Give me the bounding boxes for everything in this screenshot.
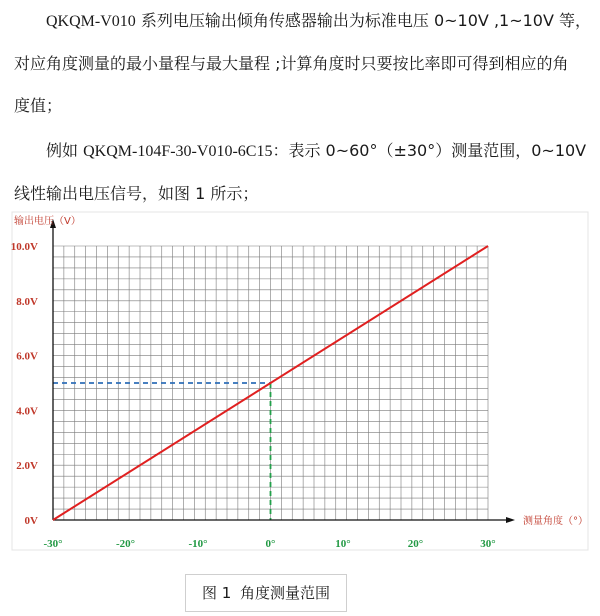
y-tick-label: 6.0V — [16, 350, 38, 363]
x-tick-label: 0° — [265, 538, 276, 550]
x-axis-arrow-icon — [506, 517, 515, 523]
x-axis-title: 测量角度（°） — [523, 516, 588, 527]
paragraph-1-line-3: 度值； — [14, 96, 63, 115]
paragraph-1-line-1 — [46, 8, 600, 31]
x-tick-label: -10° — [188, 538, 208, 550]
chart-labels — [11, 214, 588, 550]
y-axis-title: 输出电压（V） — [14, 216, 81, 227]
chart-frame — [12, 212, 588, 550]
y-tick-label: 4.0V — [16, 405, 38, 418]
y-tick-label: 8.0V — [16, 295, 38, 308]
y-tick-label: 0V — [24, 515, 38, 527]
example-model: QKQM-104F-30-V010-6C15 — [83, 143, 273, 160]
line-text: ：表示 0~60°（±30°）测量范围，0~10V — [272, 141, 587, 160]
x-tick-label: 30° — [480, 538, 496, 550]
figure-title: 角度测量范围 — [240, 584, 331, 602]
figure-number: 图 1 — [201, 584, 232, 602]
x-tick-label: -30° — [43, 538, 63, 550]
x-tick-label: 10° — [335, 538, 351, 550]
chart-grid — [12, 212, 588, 550]
paragraph-1-line-2: 对应角度测量的最小量程与最大量程 ;计算角度时只要按比率即可得到相应的角 — [14, 54, 569, 73]
y-tick-label: 2.0V — [16, 460, 38, 473]
model-name: QKQM-V010 — [46, 13, 136, 30]
figure-caption — [185, 574, 347, 612]
angle-voltage-chart — [0, 208, 600, 562]
x-tick-label: -20° — [115, 538, 136, 550]
example-prefix: 例如 — [46, 141, 79, 160]
x-tick-label: 20° — [407, 538, 424, 550]
y-tick-label: 10.0V — [10, 241, 38, 253]
paragraph-2-line-1 — [46, 138, 600, 161]
line-text: 系列电压输出倾角传感器输出为标准电压 0~10V ,1~10V 等， — [140, 11, 592, 30]
paragraph-2-line-2: 线性输出电压信号，如图 1 所示； — [14, 184, 259, 203]
